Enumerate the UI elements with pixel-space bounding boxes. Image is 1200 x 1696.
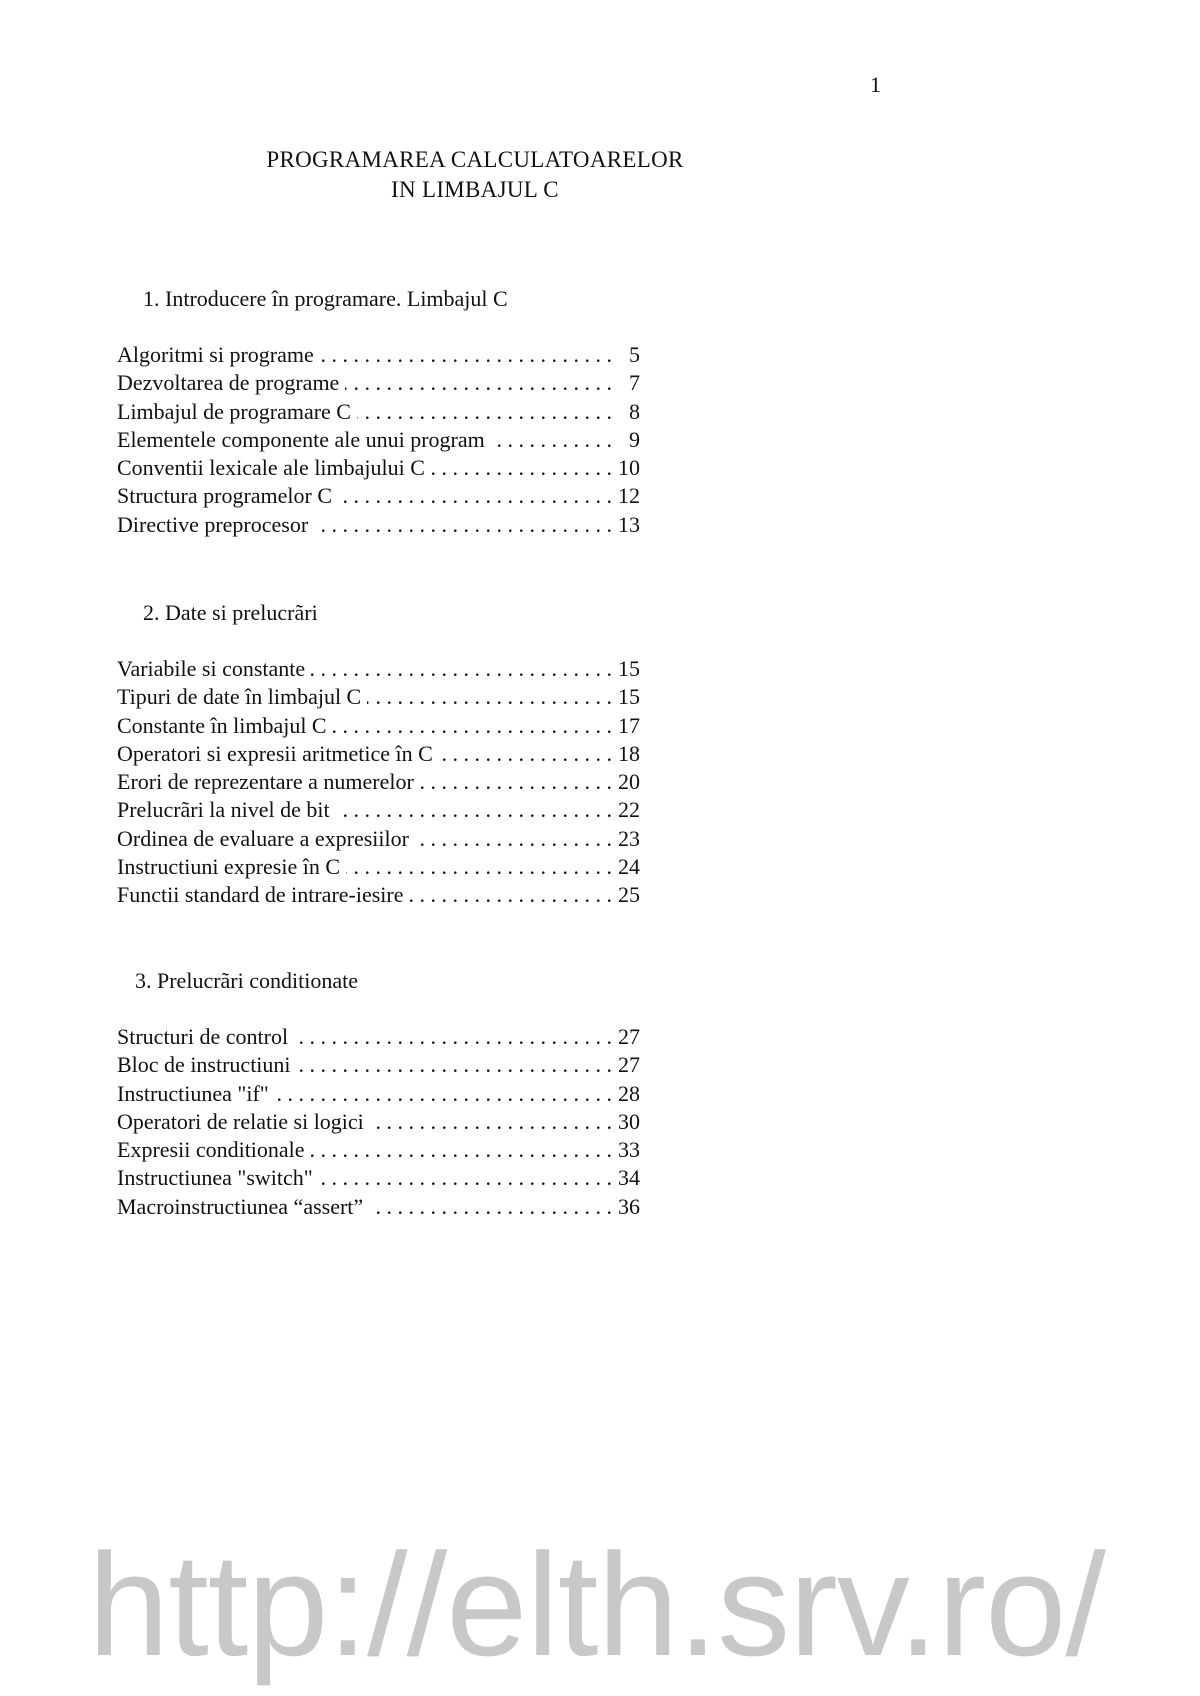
toc-leader-dots [357, 399, 612, 425]
toc-section-1 [117, 342, 640, 540]
toc-entry-label: Macroinstructiunea “assert” [117, 1193, 364, 1219]
toc-entry-label: Prelucrãri la nivel de bit [117, 797, 330, 823]
toc-entry-label: Structuri de control [117, 1024, 289, 1049]
page-number: 1 [870, 72, 881, 97]
toc-leader-dots [333, 713, 612, 739]
toc-entry-label: Constante în limbajul C [117, 712, 327, 738]
toc-leader-dots [311, 1137, 612, 1163]
toc-entry-label: Instructiunea "if" [117, 1080, 269, 1106]
toc-leader-dots [367, 684, 612, 710]
toc-entry[interactable] [117, 1165, 640, 1193]
toc-entry-label: Ordinea de evaluare a expresiilor [117, 825, 409, 851]
section-heading-2: 2. Date si prelucrãri [143, 600, 318, 625]
toc-entry-page: 20 [618, 769, 640, 795]
toc-entry-page: 24 [618, 854, 640, 880]
toc-entry-page: 36 [618, 1193, 640, 1219]
toc-entry-page: 10 [618, 455, 640, 481]
toc-entry[interactable] [117, 826, 640, 854]
section-heading-1: 1. Introducere în programare. Limbajul C [143, 286, 508, 311]
toc-entry-label: Expresii conditionale [117, 1137, 305, 1163]
toc-leader-dots [320, 342, 612, 368]
toc-entry[interactable] [117, 1024, 640, 1052]
toc-entry[interactable] [117, 399, 640, 427]
toc-entry[interactable] [117, 427, 640, 455]
toc-entry-page: 13 [618, 511, 640, 537]
toc-entry-page: 5 [629, 342, 640, 367]
toc-entry-label: Erori de reprezentare a numerelor [117, 769, 414, 795]
toc-entry-page: 30 [618, 1108, 640, 1134]
toc-entry-label: Instructiuni expresie în C [117, 854, 341, 880]
toc-entry[interactable] [117, 713, 640, 741]
toc-entry[interactable] [117, 769, 640, 797]
toc-section-3 [117, 1024, 640, 1222]
toc-leader-dots [319, 1165, 612, 1191]
toc-entry-label: Dezvoltarea de programe [117, 370, 340, 396]
toc-entry-label: Bloc de instructiuni [117, 1052, 291, 1078]
toc-entry-label: Algoritmi si programe [117, 342, 314, 367]
toc-entry-label: Instructiunea "switch" [117, 1165, 313, 1191]
toc-leader-dots [431, 455, 612, 481]
toc-leader-dots [439, 741, 612, 767]
toc-entry-label: Directive preprocesor [117, 511, 309, 537]
toc-leader-dots [370, 1109, 612, 1135]
toc-leader-dots [275, 1081, 612, 1107]
toc-leader-dots [345, 370, 612, 396]
section-heading-3: 3. Prelucrãri conditionate [135, 968, 358, 993]
toc-entry-label: Conventii lexicale ale limbajului C [117, 455, 425, 481]
toc-entry-page: 8 [629, 398, 640, 424]
toc-entry-label: Operatori si expresii aritmetice în C [117, 740, 433, 766]
toc-entry-page: 34 [618, 1165, 640, 1191]
toc-entry-page: 33 [618, 1137, 640, 1163]
toc-leader-dots [336, 797, 612, 823]
toc-entry-page: 25 [618, 882, 640, 908]
toc-entry-label: Operatori de relatie si logici [117, 1108, 364, 1134]
toc-leader-dots [311, 656, 612, 682]
toc-entry[interactable] [117, 1194, 640, 1222]
watermark-url: http://elth.srv.ro/ [88, 1523, 1105, 1686]
toc-entry-label: Functii standard de intrare-iesire [117, 882, 404, 908]
toc-leader-dots [420, 769, 612, 795]
toc-entry-label: Variabile si constante [117, 656, 306, 681]
title-line-2: IN LIMBAJUL C [391, 177, 559, 202]
toc-entry-page: 27 [618, 1052, 640, 1078]
toc-leader-dots [369, 1194, 612, 1220]
toc-entry-page: 12 [618, 483, 640, 509]
toc-leader-dots [297, 1052, 612, 1078]
toc-entry[interactable] [117, 512, 640, 540]
toc-entry[interactable] [117, 882, 640, 910]
toc-entry[interactable] [117, 656, 640, 684]
toc-entry[interactable] [117, 1137, 640, 1165]
toc-leader-dots [415, 826, 612, 852]
toc-entry[interactable] [117, 854, 640, 882]
toc-entry-label: Tipuri de date în limbajul C [117, 684, 362, 710]
toc-entry-page: 18 [618, 740, 640, 766]
toc-leader-dots [314, 512, 612, 538]
toc-entry-page: 15 [618, 656, 640, 681]
toc-leader-dots [491, 427, 612, 453]
toc-entry[interactable] [117, 483, 640, 511]
toc-entry[interactable] [117, 741, 640, 769]
title-line-1: PROGRAMAREA CALCULATOARELOR [266, 147, 684, 172]
toc-entry[interactable] [117, 1052, 640, 1080]
toc-entry-page: 28 [618, 1080, 640, 1106]
toc-entry[interactable] [117, 684, 640, 712]
toc-entry-label: Structura programelor C [117, 483, 333, 509]
toc-entry-page: 17 [618, 712, 640, 738]
toc-entry-page: 23 [618, 825, 640, 851]
toc-leader-dots [338, 483, 612, 509]
toc-entry-page: 9 [629, 426, 640, 452]
toc-leader-dots [410, 882, 612, 908]
toc-leader-dots [294, 1024, 612, 1050]
toc-entry-page: 15 [618, 684, 640, 710]
toc-entry-page: 7 [629, 370, 640, 396]
toc-entry[interactable] [117, 455, 640, 483]
toc-entry-page: 22 [618, 797, 640, 823]
toc-entry[interactable] [117, 370, 640, 398]
toc-entry-label: Limbajul de programare C [117, 398, 351, 424]
toc-section-2 [117, 656, 640, 911]
toc-entry[interactable] [117, 1109, 640, 1137]
document-title [0, 145, 950, 205]
toc-entry[interactable] [117, 1081, 640, 1109]
toc-leader-dots [346, 854, 612, 880]
toc-entry[interactable] [117, 797, 640, 825]
toc-entry[interactable] [117, 342, 640, 370]
toc-entry-label: Elementele componente ale unui program [117, 426, 485, 452]
toc-entry-page: 27 [618, 1024, 640, 1049]
